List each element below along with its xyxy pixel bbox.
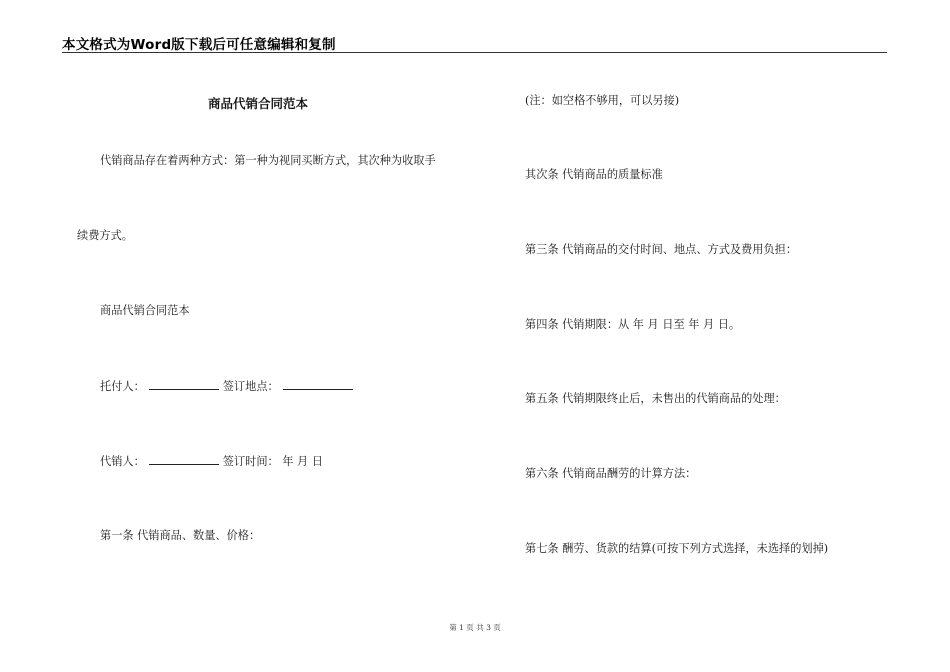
clause-5: 第五条 代销期限终止后，未售出的代销商品的处理：: [525, 392, 786, 405]
sign-time-value: 年 月 日: [282, 455, 323, 468]
page-indicator: 第 1 页 共 3 页: [449, 623, 501, 632]
agent-blank-field[interactable]: [149, 454, 219, 465]
sign-place-label: 签订地点：: [222, 380, 279, 393]
intro-paragraph-line-1: 代销商品存在着两种方式：第一种为视同买断方式，其次种为收取手: [100, 154, 436, 167]
intro-paragraph-line-2: 续费方式。: [77, 229, 133, 242]
document-title: 商品代销合同范本: [208, 96, 309, 111]
consignor-label: 托付人：: [100, 380, 145, 393]
clause-6: 第六条 代销商品酬劳的计算方法：: [525, 467, 697, 480]
clause-1: 第一条 代销商品、数量、价格：: [100, 529, 261, 542]
header-divider: [62, 52, 887, 53]
space-note: (注：如空格不够用，可以另接): [525, 94, 680, 107]
consignor-row: [100, 379, 357, 394]
clause-4: 第四条 代销期限：从 年 月 日至 年 月 日。: [525, 318, 741, 331]
agent-row: [100, 454, 323, 469]
sign-time-label: 签订时间：: [222, 455, 279, 468]
clause-3: 第三条 代销商品的交付时间、地点、方式及费用负担：: [525, 243, 798, 256]
contract-subtitle: 商品代销合同范本: [100, 304, 190, 317]
document-banner: 本文格式为Word版下载后可任意编辑和复制: [62, 37, 336, 53]
sign-place-blank-field[interactable]: [283, 379, 353, 390]
clause-2: 其次条 代销商品的质量标准: [525, 168, 663, 181]
clause-7: 第七条 酬劳、货款的结算(可按下列方式选择，未选择的划掉): [525, 542, 829, 555]
consignor-blank-field[interactable]: [149, 379, 219, 390]
agent-label: 代销人：: [100, 455, 145, 468]
